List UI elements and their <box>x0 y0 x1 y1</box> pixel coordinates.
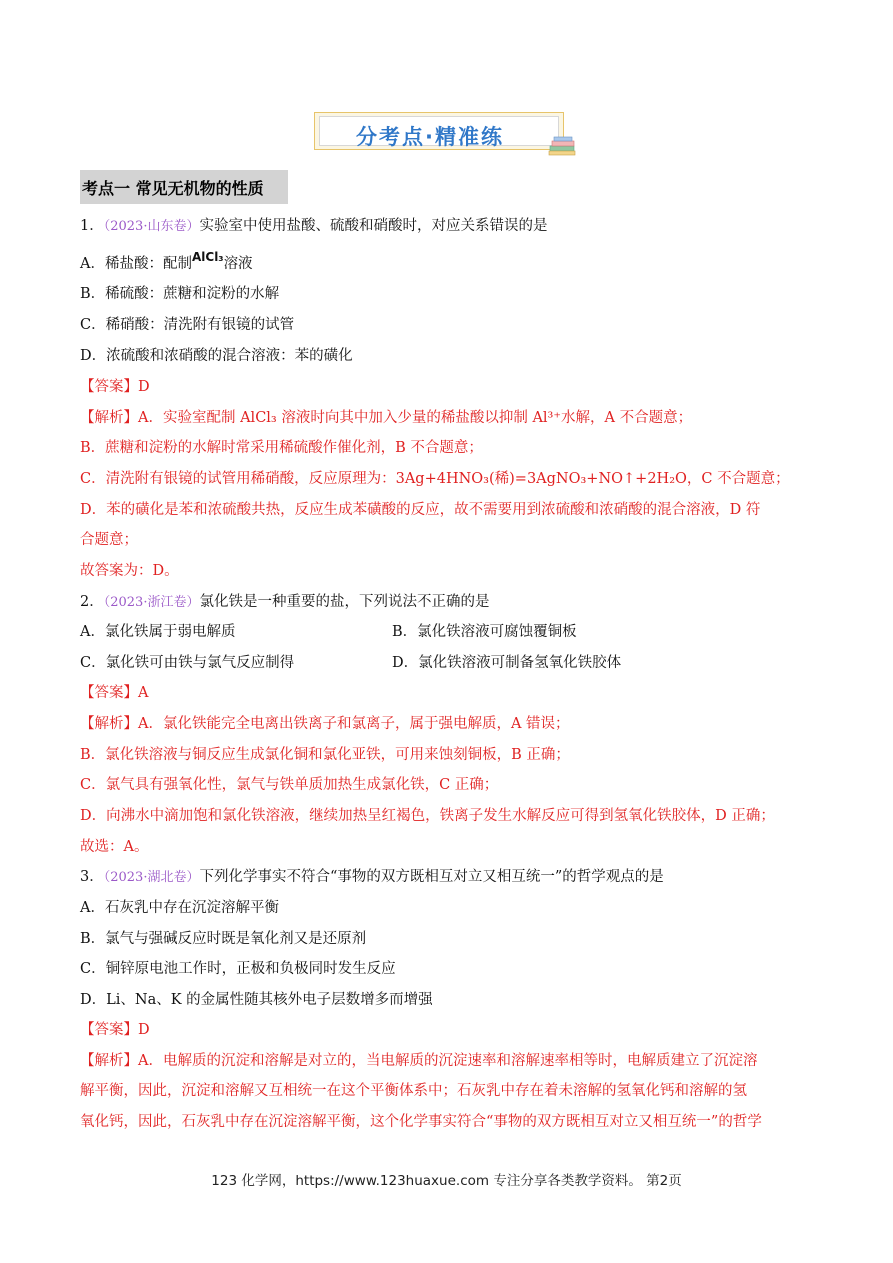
banner-title: 分考点·精准练 <box>356 125 504 149</box>
question-text: 氯化铁是一种重要的盐，下列说法不正确的是 <box>199 594 490 610</box>
option-text: 溶液 <box>223 256 253 272</box>
q3-explanation-line: 解平衡，因此，沉淀和溶解又互相统一在这个平衡体系中；石灰乳中存在着未溶解的氢氧化钙和溶解的氢 <box>80 1083 747 1099</box>
q3-option-b: B．氯气与强碱反应时既是氧化剂又是还原剂 <box>80 931 367 947</box>
section-banner <box>314 112 564 150</box>
q2-explanation-line: D．向沸水中滴加饱和氯化铁溶液，继续加热呈红褐色，铁离子发生水解反应可得到氢氧化铁胶体，D 正确； <box>80 808 775 824</box>
q1-explanation-line: 【解析】A．实验室配制 AlCl₃ 溶液时向其中加入少量的稀盐酸以抑制 Al³⁺水解，A 不合题意； <box>80 410 693 426</box>
q2-explanation-line: C．氯气具有强氧化性，氯气与铁单质加热生成氯化铁，C 正确； <box>80 777 499 793</box>
q2-option-c: C．氯化铁可由铁与氯气反应制得 <box>80 655 295 671</box>
question-source: （2023·山东卷） <box>103 219 200 234</box>
question-number: 2． <box>80 594 104 610</box>
q1-explanation-line: 合题意； <box>80 532 138 548</box>
question-1-stem <box>80 216 547 237</box>
q3-option-a: A．石灰乳中存在沉淀溶解平衡 <box>80 900 279 916</box>
q3-explanation-line: 氧化钙，因此，石灰乳中存在沉淀溶解平衡，这个化学事实符合“事物的双方既相互对立又相互统一”的哲学 <box>80 1114 762 1130</box>
q2-option-a: A．氯化铁属于弱电解质 <box>80 624 236 640</box>
question-number: 3． <box>80 869 104 885</box>
q1-option-a <box>80 250 253 274</box>
question-text: 实验室中使用盐酸、硫酸和硝酸时，对应关系错误的是 <box>199 218 548 234</box>
q3-option-d: D．Li、Na、K 的金属性随其核外电子层数增多而增强 <box>80 992 433 1008</box>
q2-answer: 【答案】A <box>80 685 149 701</box>
section-title: 考点一 常见无机物的性质 <box>82 179 264 198</box>
q1-option-c: C．稀硝酸：清洗附有银镜的试管 <box>80 317 295 333</box>
question-source: （2023·湖北卷） <box>103 870 200 885</box>
option-text: A．稀盐酸：配制 <box>80 256 192 272</box>
q1-explanation-line: 故答案为：D。 <box>80 563 179 579</box>
q1-explanation-line: C．清洗附有银镜的试管用稀硝酸，反应原理为：3Ag+4HNO₃(稀)=3AgNO₃+NO↑+2H₂O，C 不合题意； <box>80 471 790 487</box>
chem-formula: AlCl₃ <box>191 250 224 264</box>
question-3-stem <box>80 867 664 888</box>
q1-option-d: D．浓硫酸和浓硝酸的混合溶液：苯的磺化 <box>80 348 353 364</box>
banner-frame <box>319 116 559 149</box>
question-text: 下列化学事实不符合“事物的双方既相互对立又相互统一”的哲学观点的是 <box>199 869 664 885</box>
q1-explanation-line: B．蔗糖和淀粉的水解时常采用稀硫酸作催化剂，B 不合题意； <box>80 440 483 456</box>
q2-option-b: B．氯化铁溶液可腐蚀覆铜板 <box>392 624 577 640</box>
books-icon <box>548 132 578 156</box>
q2-explanation-line: B．氯化铁溶液与铜反应生成氯化铜和氯化亚铁，可用来蚀刻铜板，B 正确； <box>80 747 570 763</box>
question-number: 1． <box>80 218 104 234</box>
q1-explanation-line: D．苯的磺化是苯和浓硫酸共热，反应生成苯磺酸的反应，故不需要用到浓硫酸和浓硝酸的混合溶液，D 符 <box>80 502 761 518</box>
q1-option-b: B．稀硫酸：蔗糖和淀粉的水解 <box>80 286 280 302</box>
question-source: （2023·浙江卷） <box>103 595 200 610</box>
q2-option-d: D．氯化铁溶液可制备氢氧化铁胶体 <box>392 655 622 671</box>
question-2-stem <box>80 592 489 613</box>
q3-explanation-line: 【解析】A．电解质的沉淀和溶解是对立的，当电解质的沉淀速率和溶解速率相等时，电解质建立了沉淀溶 <box>80 1053 758 1069</box>
q2-explanation-line: 【解析】A．氯化铁能完全电离出铁离子和氯离子，属于强电解质，A 错误； <box>80 716 570 732</box>
q2-explanation-line: 故选：A。 <box>80 839 149 855</box>
q3-answer: 【答案】D <box>80 1022 150 1038</box>
page-footer: 123 化学网，https://www.123huaxue.com 专注分享各类教学资料。 第2页 <box>211 1173 682 1189</box>
q3-option-c: C．铜锌原电池工作时，正极和负极同时发生反应 <box>80 961 396 977</box>
q1-answer: 【答案】D <box>80 379 150 395</box>
section-heading <box>80 170 288 204</box>
